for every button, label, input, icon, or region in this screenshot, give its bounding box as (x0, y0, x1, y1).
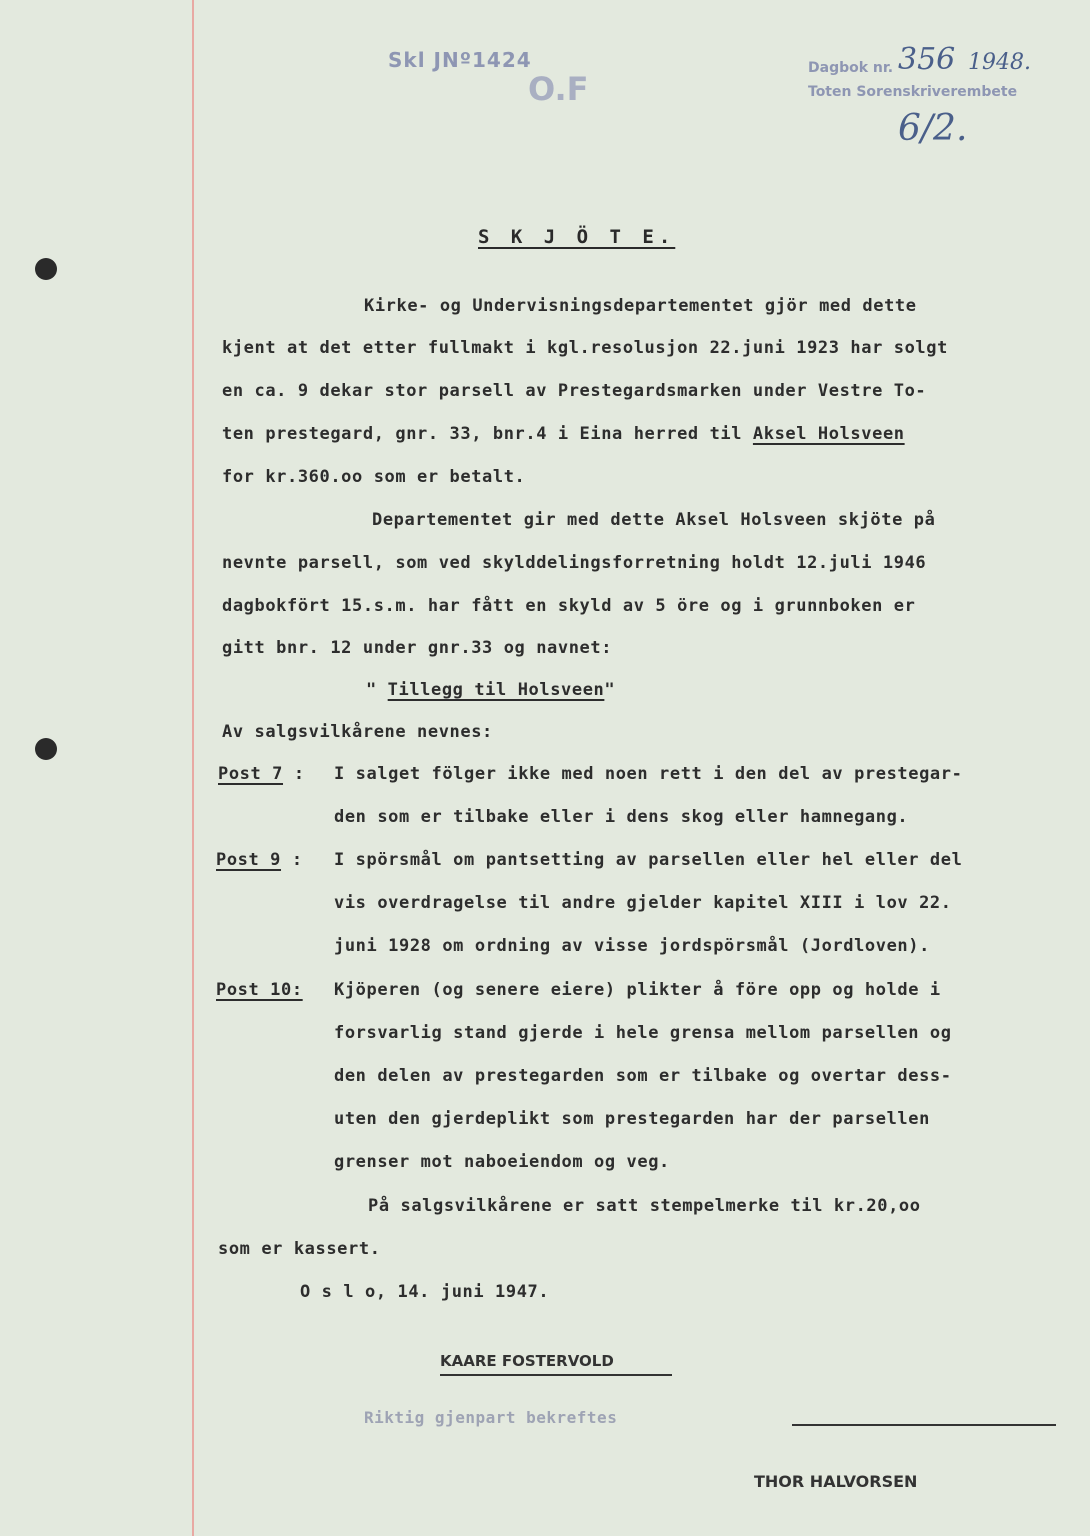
text-line: vis overdragelse til andre gjelder kapitel XIII i lov 22. (334, 893, 952, 913)
handwritten-date: 6/2. (898, 108, 968, 149)
signature-rule (792, 1424, 1056, 1426)
dagbok-year: 1948. (968, 50, 1031, 75)
signature-fostervold: KAARE FOSTERVOLD (440, 1352, 614, 1370)
text-line: juni 1928 om ordning av visse jordspörsmål (Jordloven). (334, 936, 930, 956)
post-label: Post 7 : (218, 764, 305, 784)
text-line: Kjöperen (og senere eiere) plikter å före opp og holde i (334, 980, 941, 1000)
punch-hole (35, 738, 57, 760)
signature-halvorsen: THOR HALVORSEN (754, 1472, 918, 1491)
signature-underline (440, 1374, 672, 1376)
journal-stamp: Skl JNº1424 (388, 48, 532, 72)
text-line: I spörsmål om pantsetting av parsellen eller hel eller del (334, 850, 963, 870)
conditions-intro: Av salgsvilkårene nevnes: (222, 722, 493, 742)
property-name-line: " Tillegg til Holsveen" (366, 680, 616, 700)
journal-stamp-suffix: O.F (528, 70, 589, 108)
text-line: På salgsvilkårene er satt stempelmerke til kr.20,oo (368, 1196, 921, 1216)
text-line: nevnte parsell, som ved skylddelingsforretning holdt 12.juli 1946 (222, 553, 927, 573)
text-line: Departementet gir med dette Aksel Holsveen skjöte på (372, 510, 936, 530)
margin-line (192, 0, 194, 1536)
text-line: ten prestegard, gnr. 33, bnr.4 i Eina herred til Aksel Holsveen (222, 424, 905, 444)
text-line: den som er tilbake eller i dens skog eller hamnegang. (334, 807, 909, 827)
text-line: dagbokfört 15.s.m. har fått en skyld av 5 öre og i grunnboken er (222, 596, 916, 616)
office-stamp: Toten Sorenskriverembete (808, 84, 1018, 100)
text-line: grenser mot naboeiendom og veg. (334, 1152, 670, 1172)
dagbok-number: 356 (898, 42, 956, 77)
text-line: en ca. 9 dekar stor parsell av Prestegardsmarken under Vestre To- (222, 381, 927, 401)
text-line: for kr.360.oo som er betalt. (222, 467, 526, 487)
text-line: kjent at det etter fullmakt i kgl.resolusjon 22.juni 1923 har solgt (222, 338, 948, 358)
document-title: S K J Ö T E. (478, 226, 676, 248)
text-line: uten den gjerdeplikt som prestegarden har der parsellen (334, 1109, 930, 1129)
text-line: som er kassert. (218, 1239, 381, 1259)
place-date: O s l o, 14. juni 1947. (300, 1282, 550, 1302)
certified-stamp: Riktig gjenpart bekreftes (364, 1408, 618, 1427)
text-line: gitt bnr. 12 under gnr.33 og navnet: (222, 638, 613, 658)
buyer-name: Aksel Holsveen (752, 424, 905, 444)
text-line: Kirke- og Undervisningsdepartementet gjör med dette (364, 296, 917, 316)
text-line: I salget fölger ikke med noen rett i den del av prestegar- (334, 764, 963, 784)
punch-hole (35, 258, 57, 280)
text-line: forsvarlig stand gjerde i hele grensa mellom parsellen og (334, 1023, 952, 1043)
dagbok-label: Dagbok nr. (808, 60, 894, 76)
property-name: Tillegg til Holsveen (387, 680, 605, 700)
text-line: den delen av prestegarden som er tilbake og overtar dess- (334, 1066, 952, 1086)
post-label: Post 9 : (216, 850, 303, 870)
post-label: Post 10: (216, 980, 303, 1000)
